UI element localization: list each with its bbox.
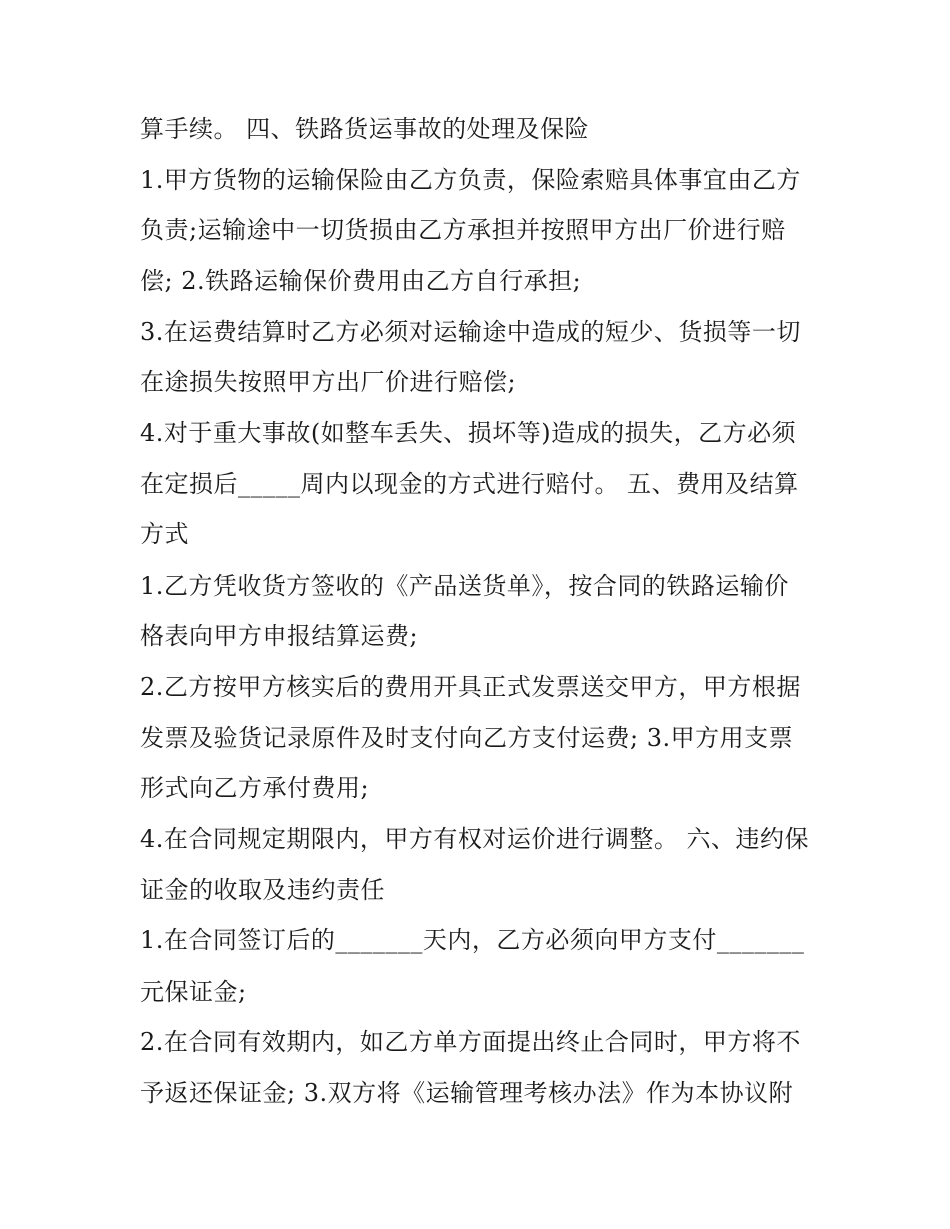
text-line: 1.乙方凭收货方签收的《产品送货单》，按合同的铁路运输价 — [140, 572, 789, 600]
text-line: 偿; 2.铁路运输保价费用由乙方自行承担; — [140, 267, 582, 295]
text-line: 4.在合同规定期限内，甲方有权对运价进行调整。 六、违约保 — [140, 825, 810, 853]
text-line: 元保证金; — [140, 978, 247, 1006]
text-line: 格表向甲方申报结算运费; — [140, 622, 419, 650]
text-line: 在途损失按照甲方出厂价进行赔偿; — [140, 368, 517, 396]
text-line: 3.在运费结算时乙方必须对运输途中造成的短少、货损等一切 — [140, 318, 801, 346]
text-line: 在定损后_____周内以现金的方式进行赔付。 五、费用及结算 — [140, 470, 799, 498]
text-line: 1.在合同签订后的_______天内，乙方必须向甲方支付_______ — [140, 926, 805, 954]
text-line: 2.乙方按甲方核实后的费用开具正式发票送交甲方，甲方根据 — [140, 673, 801, 701]
text-line: 证金的收取及违约责任 — [140, 876, 385, 904]
text-line: 予返还保证金; 3.双方将《运输管理考核办法》作为本协议附 — [140, 1079, 794, 1107]
text-line: 负责;运输途中一切货损由乙方承担并按照甲方出厂价进行赔 — [140, 216, 786, 244]
text-line: 2.在合同有效期内，如乙方单方面提出终止合同时，甲方将不 — [140, 1028, 801, 1056]
text-line: 4.对于重大事故(如整车丢失、损坏等)造成的损失，乙方必须 — [140, 419, 797, 447]
text-line: 1.甲方货物的运输保险由乙方负责，保险索赔具体事宜由乙方 — [140, 166, 801, 194]
text-line: 发票及验货记录原件及时支付向乙方支付运费; 3.甲方用支票 — [140, 724, 794, 752]
text-line: 形式向乙方承付费用; — [140, 774, 370, 802]
text-line: 算手续。 四、铁路货运事故的处理及保险 — [140, 115, 590, 143]
text-line: 方式 — [140, 520, 189, 548]
